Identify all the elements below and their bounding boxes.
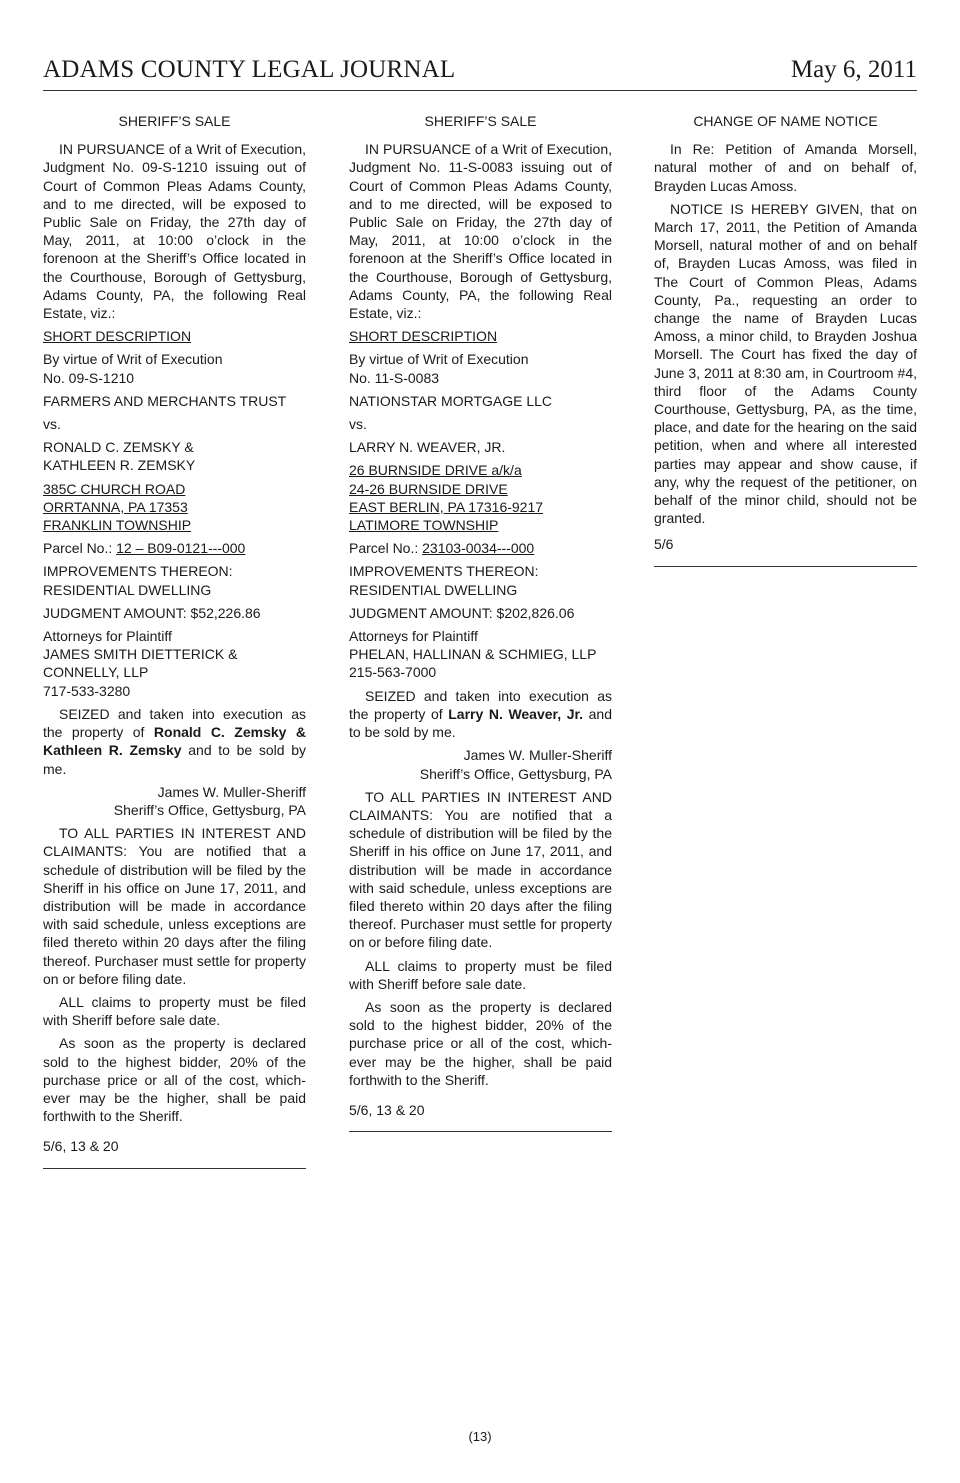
defendant: LARRY N. WEAVER, JR.	[349, 439, 506, 456]
distribution-notice: TO ALL PARTIES IN INTEREST AND CLAIMANTS: You are notified that a schedule of distribution will be filed by the Sheriff in his office on June 17, 2011, and distribution will be made in accordance with said schedule, unless exceptions are filed thereto within 20 days after the filing thereof. Purchaser must settle for property on or before filing date.	[43, 825, 306, 987]
claims-notice: ALL claims to property must be filed with Sheriff before sale date.	[349, 957, 612, 992]
distribution-notice: TO ALL PARTIES IN INTEREST AND CLAIMANTS: You are notified that a schedule of distribution will be filed by the Sheriff in his office on June 17, 2011, and distribution will be made in accordance with said schedule, unless exceptions are filed thereto within 20 days after the filing thereof. Purchaser must settle for property on or before filing date.	[349, 788, 612, 951]
notice-divider	[654, 566, 917, 567]
short-description-label: SHORT DESCRIPTION	[349, 328, 498, 345]
attorneys: Attorneys for Plaintiff PHELAN, HALLINAN & SCHMIEG, LLP 215-563-7000	[349, 628, 597, 681]
sheriff-signature: James W. Muller-Sheriff Sheriff’s Office, Gettysburg, PA	[419, 747, 612, 782]
page-number: (13)	[468, 1429, 492, 1444]
notice-heading: SHERIFF’S SALE	[118, 113, 231, 129]
notice-body: NOTICE IS HEREBY GIVEN, that on March 17, 2011, the Petition of Amanda Morsell, natural mother of and on behalf of, Brayden Lucas Amoss, was filed in The Court of Common Pleas, Adams County, Pa., requesting an order to change the name of Brayden Lucas Amoss, a minor child, to Brayden Joshua Morsell. The Court has fixed the day of June 3, 2011 at 8:30 am, in Courtroom #4, third floor of the Adams County Courthouse, Gettysburg, PA, as the time, place, and date for the hearing on the said petition, when and where all interested parties may appear and show cause, if any, why the request of the petitioner, on behalf of the minor child, should not be granted.	[654, 200, 917, 527]
publication-dates: 5/6, 13 & 20	[349, 1101, 425, 1118]
issue-date: May 6, 2011	[790, 56, 917, 83]
attorneys: Attorneys for Plaintiff JAMES SMITH DIETTERICK & CONNELLY, LLP 717-533-3280	[43, 628, 238, 699]
petition-reference: In Re: Petition of Amanda Morsell, natural mother of and on behalf of, Brayden Lucas Amoss.	[654, 141, 917, 194]
claims-notice: ALL claims to property must be filed with Sheriff before sale date.	[43, 993, 306, 1029]
parcel-number: Parcel No.: 23103-0034---000	[349, 540, 535, 557]
sheriff-signature: James W. Muller-Sheriff Sheriff’s Office, Gettysburg, PA	[113, 783, 306, 818]
header-divider	[43, 90, 917, 91]
plaintiff: NATIONSTAR MORTGAGE LLC	[349, 392, 553, 409]
sheriff-sale-notice-2	[349, 112, 612, 1132]
seized-statement: SEIZED and taken into execution as the property of Larry N. Weaver, Jr. and to be sold by me.	[349, 687, 612, 741]
parcel-number: Parcel No.: 12 – B09-0121---000	[43, 540, 246, 557]
judgment-amount: JUDGMENT AMOUNT: $202,826.06	[349, 604, 575, 621]
publication-dates: 5/6	[654, 536, 674, 553]
payment-notice: As soon as the property is declared sold to the highest bidder, 20% of the purchase price or all of the cost, whichever may be the higher, shall be paid forthwith to the Sheriff.	[43, 1035, 306, 1125]
notice-heading: CHANGE OF NAME NOTICE	[693, 113, 878, 129]
short-description-label: SHORT DESCRIPTION	[43, 328, 192, 345]
improvements: IMPROVEMENTS THEREON: RESIDENTIAL DWELLING	[349, 563, 539, 598]
journal-title: ADAMS COUNTY LEGAL JOURNAL	[43, 56, 456, 83]
seized-statement: SEIZED and taken into execution as the property of Ronald C. Zemsky & Kathleen R. Zemsky and to be sold by me.	[43, 705, 306, 777]
versus: vs.	[349, 416, 367, 433]
publication-dates: 5/6, 13 & 20	[43, 1138, 119, 1155]
sheriff-sale-notice-1	[43, 112, 306, 1169]
plaintiff: FARMERS AND MERCHANTS TRUST	[43, 392, 287, 409]
notice-divider	[349, 1131, 612, 1132]
improvements: IMPROVEMENTS THEREON: RESIDENTIAL DWELLING	[43, 563, 233, 598]
judgment-amount: JUDGMENT AMOUNT: $52,226.86	[43, 604, 261, 621]
notice-heading: SHERIFF’S SALE	[424, 113, 537, 129]
notice-intro: IN PURSUANCE of a Writ of Execution, Judgment No. 11-S-0083 issuing out of Court of Common Pleas Adams County, and to me directed, will be exposed to Public Sale on Friday, the 27th day of May, 2011, at 10:00 o’clock in the forenoon at the Sheriff’s Office located in the Courthouse, Borough of Gettysburg, Adams County, PA, the following Real Estate, viz.:	[349, 141, 612, 322]
page-header	[43, 52, 917, 88]
writ-info: By virtue of Writ of Execution No. 09-S-1210	[43, 351, 223, 386]
writ-info: By virtue of Writ of Execution No. 11-S-0083	[349, 351, 529, 386]
versus: vs.	[43, 416, 61, 433]
notice-intro: IN PURSUANCE of a Writ of Execution, Judgment No. 09-S-1210 issuing out of Court of Common Pleas Adams County, and to me directed, will be exposed to Public Sale on Friday, the 27th day of May, 2011, at 10:00 o’clock in the forenoon at the Sheriff’s Office located in the Courthouse, Borough of Gettysburg, Adams County, PA, the following Real Estate, viz.:	[43, 141, 306, 322]
notice-divider	[43, 1168, 306, 1169]
payment-notice: As soon as the property is declared sold to the highest bidder, 20% of the purchase price or all of the cost, whichever may be the higher, shall be paid forthwith to the Sheriff.	[349, 998, 612, 1088]
property-address: 385C CHURCH ROAD ORRTANNA, PA 17353 FRANKLIN TOWNSHIP	[43, 480, 192, 534]
property-address: 26 BURNSIDE DRIVE a/k/a 24-26 BURNSIDE DRIVE EAST BERLIN, PA 17316-9217 LATIMORE TOWNSHIP	[349, 462, 544, 534]
defendant: RONALD C. ZEMSKY & KATHLEEN R. ZEMSKY	[43, 439, 196, 474]
change-of-name-notice	[654, 112, 917, 567]
